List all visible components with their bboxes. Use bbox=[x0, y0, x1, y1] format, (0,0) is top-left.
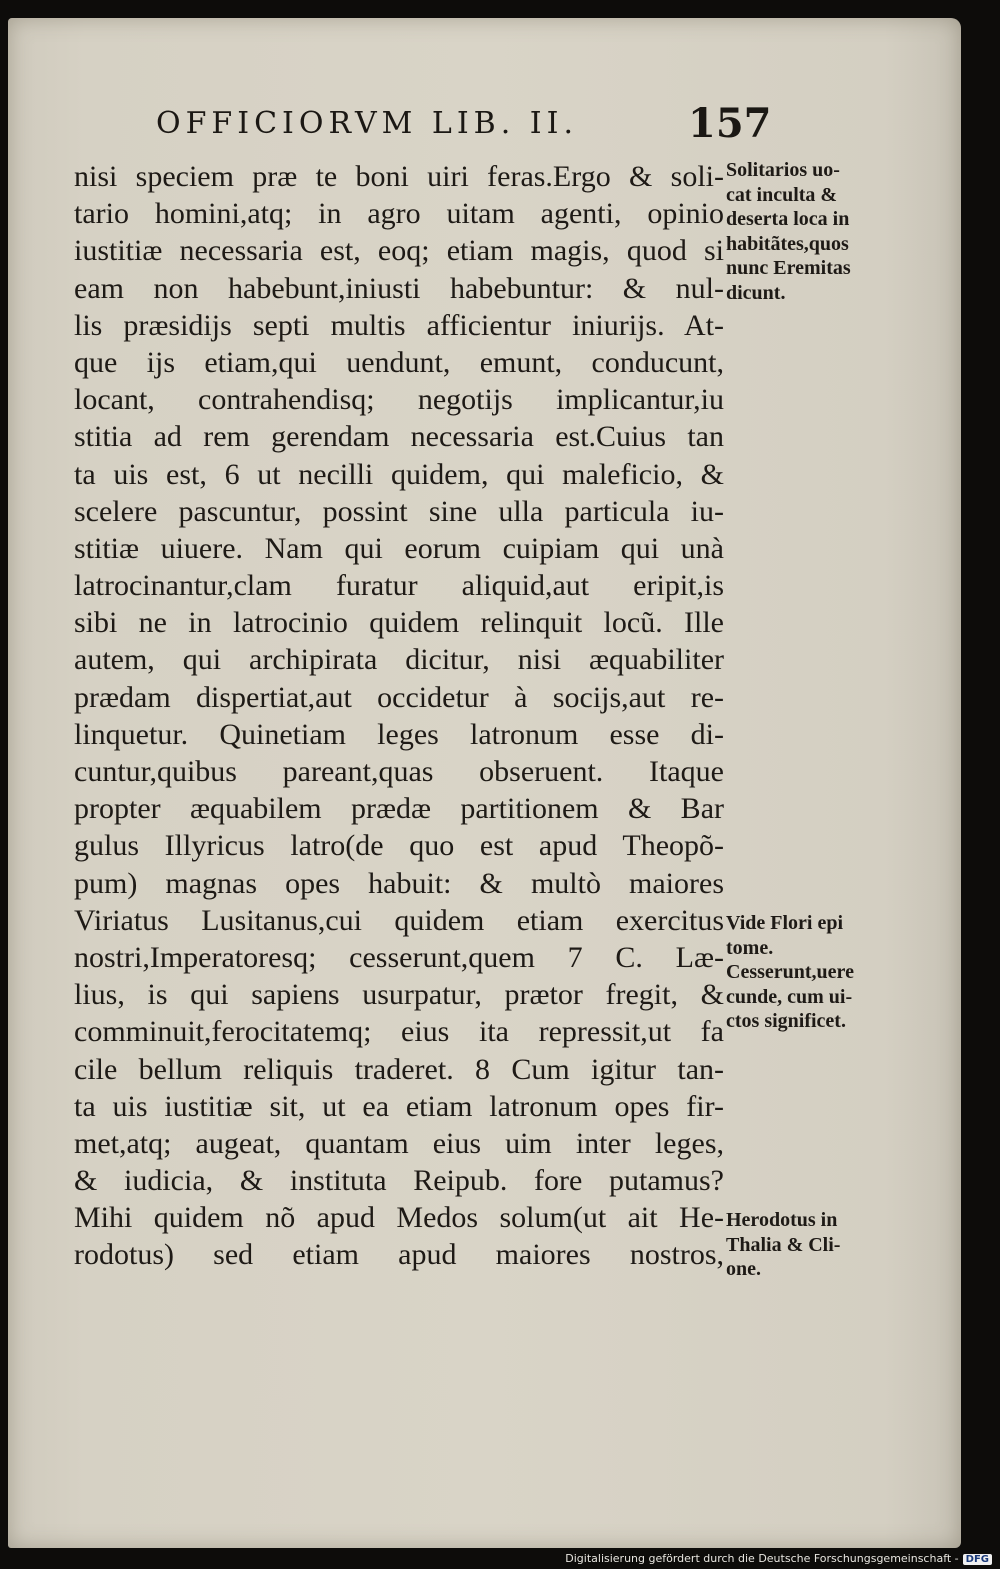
text-line: pum) magnas opes habuit: & multò maiores bbox=[74, 866, 724, 900]
text-line: lis præsidijs septi multis afficientur iniurijs. At- bbox=[74, 308, 724, 342]
dfg-logo: DFG bbox=[963, 1554, 992, 1565]
text-line: iustitiæ necessaria est, eoq; etiam magis, quod si bbox=[74, 234, 724, 268]
marginal-note-line: ctos significet. bbox=[726, 1010, 846, 1032]
text-line: autem, qui archipirata dicitur, nisi æquabiliter bbox=[74, 643, 724, 677]
text-line: stitia ad rem gerendam necessaria est.Cuius tan bbox=[74, 420, 724, 454]
text-line: Mihi quidem nõ apud Medos solum(ut ait He- bbox=[74, 1201, 724, 1235]
text-line: & iudicia, & instituta Reipub. fore putamus? bbox=[74, 1164, 724, 1198]
text-line: cuntur,quibus pareant,quas obseruent. Itaque bbox=[74, 755, 724, 788]
text-line: locant, contrahendisq; negotijs implicantur,iu bbox=[74, 383, 724, 417]
marginal-note-line: Cesserunt,uere bbox=[726, 961, 854, 983]
page-number: 157 bbox=[688, 100, 772, 147]
marginal-note-line: nunc Eremitas bbox=[726, 257, 851, 279]
text-line: linquetur. Quinetiam leges latronum esse di- bbox=[74, 717, 724, 751]
marginal-note-line: dicunt. bbox=[726, 281, 786, 304]
marginal-note-line: cat inculta & bbox=[726, 183, 838, 206]
text-line: comminuit,ferocitatemq; eius ita repressit,ut fa bbox=[74, 1015, 724, 1049]
marginal-note-line: Vide Flori epi bbox=[726, 912, 844, 934]
marginal-note-line: deserta loca in bbox=[726, 208, 850, 230]
text-line: stitiæ uiuere. Nam qui eorum cuipiam qui unà bbox=[74, 531, 724, 565]
text-line: que ijs etiam,qui uendunt, emunt, conducunt, bbox=[74, 345, 724, 379]
text-line: sibi ne in latrocinio quidem relinquit locũ. Ille bbox=[74, 606, 724, 640]
text-line: gulus Illyricus latro(de quo est apud Theopõ- bbox=[74, 829, 724, 863]
text-line: rodotus) sed etiam apud maiores nostros, bbox=[74, 1238, 724, 1272]
text-line: nisi speciem præ te boni uiri feras.Ergo & soli- bbox=[74, 160, 724, 193]
marginal-note-line: Herodotus in bbox=[726, 1209, 838, 1231]
text-line: prædam dispertiat,aut occidetur à socijs,aut re- bbox=[74, 680, 724, 714]
main-text-block bbox=[74, 158, 724, 1274]
text-line: ta uis est, 6 ut necilli quidem, qui maleficio, & bbox=[74, 457, 724, 491]
marginal-note-line: habitãtes,quos bbox=[726, 232, 849, 255]
text-line: latrocinantur,clam furatur aliquid,aut eripit,is bbox=[74, 569, 724, 603]
marginal-note-line: cunde, cum ui- bbox=[726, 985, 853, 1008]
digitization-credit bbox=[565, 1552, 992, 1565]
marginal-note-herodotus bbox=[726, 1208, 896, 1282]
text-line: met,atq; augeat, quantam eius uim inter leges, bbox=[74, 1126, 724, 1160]
text-line: scelere pascuntur, possint sine ulla particula iu- bbox=[74, 494, 724, 528]
running-title: OFFICIORVM LIB. II. bbox=[156, 106, 579, 141]
text-line: ta uis iustitiæ sit, ut ea etiam latronum opes fir- bbox=[74, 1089, 724, 1123]
marginal-note-line: one. bbox=[726, 1258, 761, 1280]
text-line: cile bellum reliquis traderet. 8 Cum igitur tan- bbox=[74, 1052, 724, 1086]
text-line: tario homini,atq; in agro uitam agenti, opinio bbox=[74, 197, 724, 231]
marginal-note-line: Solitarios uo- bbox=[726, 159, 840, 181]
credit-text: Digitalisierung gefördert durch die Deutsche Forschungsgemeinschaft - bbox=[565, 1552, 959, 1565]
marginal-note-line: tome. bbox=[726, 936, 774, 959]
text-line: propter æquabilem prædæ partitionem & Bar bbox=[74, 792, 724, 826]
marginal-note-line: Thalia & Cli- bbox=[726, 1233, 841, 1256]
marginal-note-flori bbox=[726, 911, 896, 1034]
text-line: Viriatus Lusitanus,cui quidem etiam exercitus bbox=[74, 903, 724, 937]
text-line: eam non habebunt,iniusti habebuntur: & nul- bbox=[74, 271, 724, 305]
text-line: lius, is qui sapiens usurpatur, prætor fregit, & bbox=[74, 978, 724, 1012]
book-page bbox=[8, 18, 961, 1548]
text-line: nostri,Imperatoresq; cesserunt,quem 7 C. Læ- bbox=[74, 940, 724, 974]
marginal-note-solitarios bbox=[726, 158, 896, 305]
